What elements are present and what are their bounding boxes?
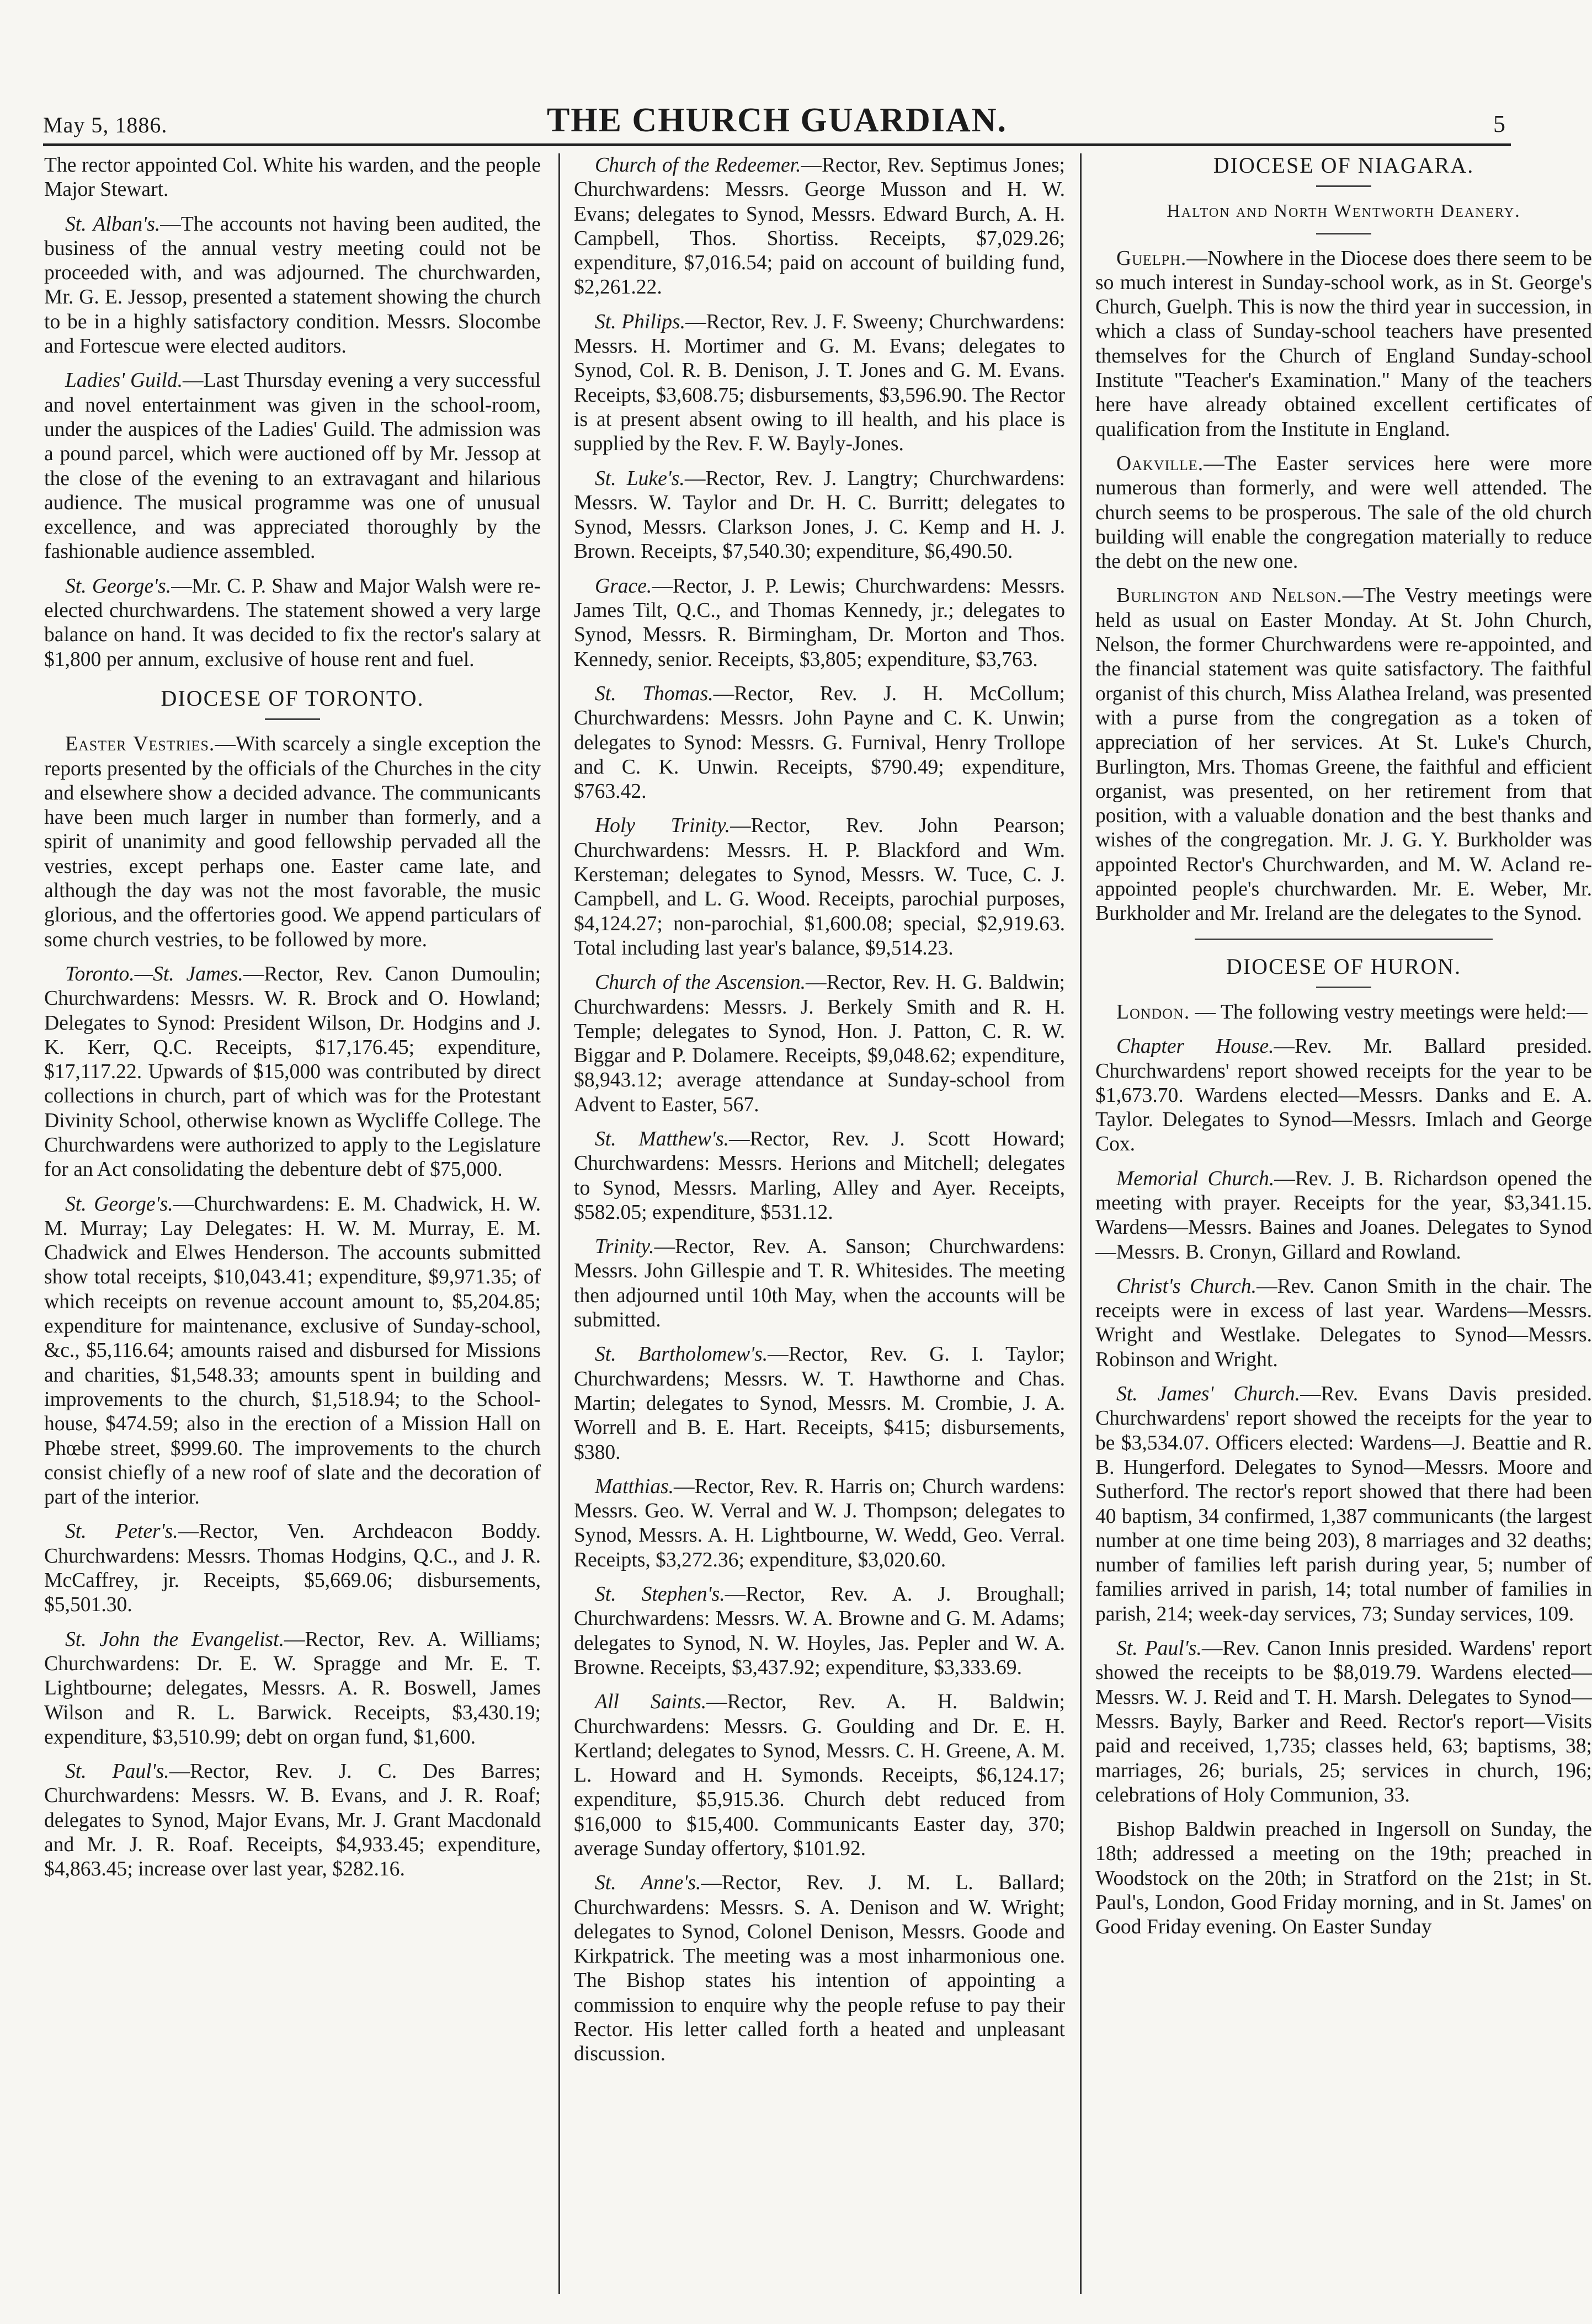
- paragraph-lead: Holy Trinity.: [595, 814, 731, 838]
- paragraph-lead: St. Paul's.: [65, 1760, 169, 1783]
- column-3: [1095, 153, 1592, 2294]
- paragraph-lead: Burlington and Nelson.: [1116, 584, 1343, 607]
- paragraph-lead: St. Anne's.: [595, 1872, 701, 1895]
- article-paragraph: Chapter House.—Rev. Mr. Ballard presided. Churchwardens' report showed receipts for the year to be $1,673.70. Wardens elected—Messrs. Danks and E. A. Taylor. Delegates to Synod—Messrs. Imlach and George Cox.: [1095, 1035, 1592, 1156]
- article-paragraph: St. Luke's.—Rector, Rev. J. Langtry; Churchwardens: Messrs. W. Taylor and Dr. H. C. Burritt; delegates to Synod, Messrs. Clarkson Jones, J. C. Kemp and H. J. Brown. Receipts, $7,540.30; expenditure, $6,490.50.: [574, 467, 1066, 563]
- paragraph-lead: London.: [1116, 1000, 1190, 1024]
- paragraph-lead: St. Alban's.: [65, 212, 161, 236]
- paragraph-lead: St. Philips.: [595, 310, 686, 333]
- article-paragraph: St. Philips.—Rector, Rev. J. F. Sweeny; Churchwardens: Messrs. H. Mortimer and G. M. Evans; delegates to Synod, Col. R. B. Denison, J. T. Jones and G. M. Evans. Receipts, $3,608.75; disbursements, $3,596.90. The Rector is at present absent owing to ill health, and his place is supplied by the Rev. F. W. Bayly-Jones.: [574, 310, 1065, 456]
- paragraph-lead: Church of the Ascension.: [595, 971, 806, 994]
- paragraph-lead: All Saints.: [595, 1691, 707, 1714]
- article-paragraph: Ladies' Guild.—Last Thursday evening a very successful and novel entertainment was given in the school-room, under the auspices of the Ladies' Guild. The admission was a pound parcel, which were auctioned off by Mr. Jessop at the close of the evening to an extravagant and hilarious audience. The musical programme was one of unusual excellence, and was appreciated thoroughly by the fashionable audience assembled.: [44, 369, 541, 563]
- paragraph-lead: Matthias.: [595, 1475, 674, 1498]
- heading-rule: [1316, 185, 1371, 187]
- paragraph-lead: St. James' Church.: [1116, 1383, 1301, 1406]
- article-paragraph: All Saints.—Rector, Rev. A. H. Baldwin; Churchwardens: Messrs. G. Goulding and Dr. E. H. Kertland; delegates to Synod, Messrs. C. H. Greene, A. M. L. Howard and H. Symonds. Receipts, $6,124.17; expenditure, $5,915.36. Church debt reduced from $16,000 to $15,400. Communicants Easter day, 370; average Sunday offertory, $101.92.: [574, 1691, 1066, 1860]
- article-paragraph: Church of the Ascension.—Rector, Rev. H. G. Baldwin; Churchwardens: Messrs. J. Berkely Smith and R. H. Temple; delegates to Synod, Hon. J. Patton, C. R. W. Biggar and P. Dolamere. Receipts, $9,048.62; expenditure, $8,943.12; average attendance at Sunday-school from Advent to Easter, 567.: [574, 971, 1065, 1116]
- article-paragraph: St. George's.—Mr. C. P. Shaw and Major Walsh were re-elected churchwardens. The statement showed a very large balance on hand. It was decided to fix the rector's salary at $1,800 per annum, exclusive of house rent and fuel.: [44, 574, 541, 671]
- article-paragraph: Grace.—Rector, J. P. Lewis; Churchwardens: Messrs. James Tilt, Q.C., and Thomas Kennedy, jr.; delegates to Synod, Messrs. R. Birmingham, Dr. Morton and Thos. Kennedy, senior. Receipts, $3,805; expenditure, $3,763.: [574, 574, 1065, 671]
- article-paragraph: London. — The following vestry meetings were held:—: [1116, 1000, 1588, 1024]
- paragraph-lead: Church of the Redeemer.: [595, 154, 801, 177]
- column-divider: [1080, 153, 1082, 2294]
- article-paragraph: Easter Vestries.—With scarcely a single exception the reports presented by the officials of the Churches in the city and elsewhere show a decided advance. The communicants have been much larger in number than formerly, and a spirit of unanimity and good fellowship pervaded all the vestries, except perhaps one. Easter came late, and although the day was not the most favorable, the music glorious, and the offertories good. We append particulars of some church vestries, to be followed by more.: [44, 733, 541, 951]
- paragraph-lead: Guelph.: [1116, 247, 1187, 270]
- newspaper-title: THE CHURCH GUARDIAN.: [547, 102, 1007, 139]
- paragraph-lead: St. Paul's.: [1116, 1637, 1202, 1660]
- article-paragraph: Memorial Church.—Rev. J. B. Richardson opened the meeting with prayer. Receipts for the year, $3,341.15. Wardens—Messrs. Baines and Joanes. Delegates to Synod—Messrs. B. Cronyn, Gillard and Rowland.: [1095, 1167, 1592, 1264]
- article-paragraph: Holy Trinity.—Rector, Rev. John Pearson; Churchwardens: Messrs. H. P. Blackford and Wm. Kersteman; delegates to Synod, Messrs. W. Tuce, C. J. Campbell, and L. G. Wood. Receipts, parochial purposes, $4,124.27; non-parochial, $1,600.08; special, $2,919.63. Total including last year's balance, $9,514.23.: [574, 814, 1065, 960]
- issue-date: May 5, 1886.: [43, 113, 168, 137]
- article-paragraph: Christ's Church.—Rev. Canon Smith in the chair. The receipts were in excess of last year. Wardens—Messrs. Wright and Westlake. Delegates to Synod—Messrs. Robinson and Wright.: [1095, 1275, 1592, 1371]
- paragraph-lead: St. Bartholomew's.: [595, 1343, 768, 1366]
- article-paragraph: Burlington and Nelson.—The Vestry meetings were held as usual on Easter Monday. At St. John Church, Nelson, the former Churchwardens were re-appointed, and the financial statement was quite satisfactory. The faithful organist of this church, Miss Alathea Ireland, was presented with a purse from the congregation as a token of appreciation of her services. At St. Luke's Church, Burlington, Mrs. Thomas Greene, the faithful and efficient organist, was presented, on her retirement from that position, with a valuable donation and the best thanks and wishes of the congregation. Mr. J. G. Y. Burkholder was appointed Rector's Churchwarden, and M. W. Acland re-appointed people's churchwarden. Mr. E. Weber, Mr. Burkholder and Mr. Ireland are the delegates to the Synod.: [1095, 584, 1592, 925]
- column-divider: [558, 153, 560, 2294]
- paragraph-lead: Trinity.: [595, 1235, 654, 1259]
- column-1: [44, 153, 541, 2294]
- article-paragraph: Bishop Baldwin preached in Ingersoll on Sunday, the 18th; addressed a meeting on the 19th; preached in Woodstock on the 20th; in Stratford on the 21st; in St. Paul's, London, Good Friday morning, and in St. James' on Good Friday evening. On Easter Sunday: [1095, 1818, 1592, 1939]
- paragraph-lead: St. Peter's.: [65, 1520, 178, 1543]
- article-paragraph: Trinity.—Rector, Rev. A. Sanson; Churchwardens: Messrs. John Gillespie and T. R. Whitesides. The meeting then adjourned until 10th May, when the accounts will be submitted.: [574, 1235, 1065, 1332]
- article-paragraph: St. Thomas.—Rector, Rev. J. H. McCollum; Churchwardens: Messrs. John Payne and C. K. Unwin; delegates to Synod: Messrs. G. Furnival, Henry Trollope and C. K. Unwin. Receipts, $790.49; expenditure, $763.42.: [574, 682, 1065, 803]
- paragraph-lead: St. George's.: [65, 574, 172, 598]
- article-paragraph: St. James' Church.—Rev. Evans Davis presided. Churchwardens' report showed the receipts for the year to be $3,534.07. Officers elected: Wardens—J. Beattie and R. B. Hungerford. Delegates to Synod—Messrs. Moore and Sutherford. The rector's report showed that there had been 40 baptism, 34 confirmed, 1,387 communicants (the largest number at one time being 203), 8 marriages and 32 deaths; number of families left parish during year, 5; number of families arrived in parish, 14; total number of families in parish, 214; week-day services, 73; Sunday services, 109.: [1095, 1383, 1592, 1625]
- paragraph-lead: Toronto.—St. James.: [65, 962, 243, 985]
- paragraph-lead: St. John the Evangelist.: [65, 1628, 284, 1651]
- article-paragraph: Oakville.—The Easter services here were more numerous than formerly, and were well attended. The church seems to be prosperous. The sale of the old church building will enable the congregation materially to reduce the debt on the new one.: [1095, 452, 1592, 573]
- paragraph-lead: Easter Vestries.: [65, 733, 215, 756]
- section-divider: [1195, 939, 1493, 940]
- paragraph-lead: St. Matthew's.: [595, 1127, 729, 1150]
- paragraph-lead: St. Thomas.: [595, 682, 714, 705]
- heading-rule: [1316, 987, 1371, 988]
- section-heading: DIOCESE OF HURON.: [1226, 953, 1462, 979]
- paragraph-lead: Oakville.: [1116, 452, 1204, 475]
- page-number: 5: [1493, 110, 1505, 137]
- article-paragraph: St. Paul's.—Rev. Canon Innis presided. Wardens' report showed the receipts to be $8,019.79. Wardens elected—Messrs. W. J. Reid and T. H. Marsh. Delegates to Synod—Messrs. Bayly, Barker and Reed. Rector's report—Visits paid and received, 1,735; classes held, 63; baptisms, 38; marriages, 26; burials, 25; services in church, 196; celebrations of Holy Communion, 33.: [1095, 1637, 1592, 1806]
- paragraph-lead: St. Luke's.: [595, 467, 685, 490]
- paragraph-lead: St. George's.: [65, 1192, 173, 1216]
- column-2: [574, 153, 1065, 2294]
- article-paragraph: St. Alban's.—The accounts not having been audited, the business of the annual vestry meeting could not be proceeded with, and was adjourned. The churchwarden, Mr. G. E. Jessop, presented a statement showing the church to be in a highly satisfactory condition. Messrs. Slocombe and Fortescue were elected auditors.: [44, 212, 541, 358]
- article-paragraph: Toronto.—St. James.—Rector, Rev. Canon Dumoulin; Churchwardens: Messrs. W. R. Brock and O. Howland; Delegates to Synod: President Wilson, Dr. Hodgins and J. K. Kerr, Q.C. Receipts, $17,176.45; expenditure, $17,117.22. Upwards of $15,000 was contributed by direct collections in church, part of which was for the Protestant Divinity School, otherwise known as Wycliffe College. The Churchwardens were authorized to apply to the Legislature for an Act consolidating the debenture debt of $75,000.: [44, 962, 541, 1181]
- paragraph-lead: Chapter House.: [1116, 1035, 1274, 1058]
- article-paragraph: The rector appointed Col. White his warden, and the people Major Stewart.: [44, 154, 541, 201]
- masthead: [43, 83, 1511, 146]
- article-paragraph: St. Anne's.—Rector, Rev. J. M. L. Ballard; Churchwardens: Messrs. S. A. Denison and W. Wright; delegates to Synod, Colonel Denison, Messrs. Goode and Kirkpatrick. The meeting was a most inharmonious one. The Bishop states his intention of appointing a commission to enquire why the people refuse to pay their Rector. His letter called forth a heated and unpleasant discussion.: [574, 1872, 1065, 2066]
- paragraph-lead: St. Stephen's.: [595, 1583, 725, 1606]
- article-paragraph: St. Bartholomew's.—Rector, Rev. G. I. Taylor; Churchwardens; Messrs. W. T. Hawthorne and Chas. Martin; delegates to Synod, Messrs. M. Crombie, J. A. Worrell and B. E. Hart. Receipts, $415; disbursements, $380.: [574, 1343, 1065, 1464]
- article-paragraph: St. Matthew's.—Rector, Rev. J. Scott Howard; Churchwardens: Messrs. Herions and Mitchell; delegates to Synod, Messrs. Marling, Alley and Ayer. Receipts, $582.05; expenditure, $531.12.: [574, 1127, 1065, 1224]
- paragraph-lead: Christ's Church.: [1116, 1275, 1256, 1298]
- article-paragraph: Matthias.—Rector, Rev. R. Harris on; Church wardens: Messrs. Geo. W. Verral and W. J. Thompson; delegates to Synod, Messrs. A. H. Lightbourne, W. Wedd, Geo. Verral. Receipts, $3,272.36; expenditure, $3,020.60.: [574, 1475, 1065, 1571]
- article-paragraph: St. Paul's.—Rector, Rev. J. C. Des Barres; Churchwardens: Messrs. W. B. Evans, and J. R. Roaf; delegates to Synod, Major Evans, Mr. J. Grant Macdonald and Mr. J. R. Roaf. Receipts, $4,933.45; expenditure, $4,863.45; increase over last year, $282.16.: [44, 1760, 541, 1881]
- heading-rule: [265, 718, 320, 720]
- section-subheading: Halton and North Wentworth Deanery.: [1167, 201, 1521, 222]
- section-heading: DIOCESE OF NIAGARA.: [1213, 153, 1474, 178]
- paragraph-lead: Grace.: [595, 574, 652, 598]
- heading-rule: [1316, 233, 1371, 234]
- article-paragraph: St. George's.—Churchwardens: E. M. Chadwick, H. W. M. Murray; Lay Delegates: H. W. M. Murray, E. M. Chadwick and Elwes Henderson. The accounts submitted show total receipts, $10,043.41; expenditure, $9,971.35; of which receipts on revenue account amount to, $5,204.85; expenditure for maintenance, exclusive of Sunday-school, &c., $5,116.64; amounts raised and disbursed for Missions and charities, $1,548.33; amounts spent in building and improvements to the church, $1,518.94; to the School-house, $474.59; also in the erection of a Mission Hall on Phœbe street, $999.60. The improvements to the church consist chiefly of a new roof of slate and the decoration of part of the interior.: [44, 1192, 541, 1509]
- article-paragraph: St. Stephen's.—Rector, Rev. A. J. Broughall; Churchwardens: Messrs. W. A. Browne and G. M. Adams; delegates to Synod, N. W. Hoyles, Jas. Pepler and W. A. Browne. Receipts, $3,437.92; expenditure, $3,333.69.: [574, 1583, 1065, 1679]
- article-paragraph: Church of the Redeemer.—Rector, Rev. Septimus Jones; Churchwardens: Messrs. George Musson and H. W. Evans; delegates to Synod, Messrs. Edward Burch, A. H. Campbell, Thos. Shortiss. Receipts, $7,029.26; expenditure, $7,016.54; paid on account of building fund, $2,261.22.: [574, 154, 1065, 299]
- section-heading: DIOCESE OF TORONTO.: [161, 685, 424, 711]
- article-paragraph: St. Peter's.—Rector, Ven. Archdeacon Boddy. Churchwardens: Messrs. Thomas Hodgins, Q.C., and J. R. McCaffrey, jr. Receipts, $5,669.06; disbursements, $5,501.30.: [44, 1520, 541, 1617]
- paragraph-lead: Memorial Church.: [1116, 1167, 1275, 1190]
- article-paragraph: Guelph.—Nowhere in the Diocese does there seem to be so much interest in Sunday-school work, as in St. George's Church, Guelph. This is now the third year in succession, in which a class of Sunday-school teachers have presented themselves for the Church of England Sunday-school Institute "Teacher's Examination." Many of the teachers here have already obtained excellent certificates of qualification from the Institute in England.: [1095, 247, 1592, 441]
- article-paragraph: St. John the Evangelist.—Rector, Rev. A. Williams; Churchwardens: Dr. E. W. Spragge and Mr. E. T. Lightbourne; delegates, Messrs. A. R. Boswell, James Wilson and R. L. Barwick. Receipts, $3,430.19; expenditure, $3,510.99; debt on organ fund, $1,600.: [44, 1628, 541, 1749]
- paragraph-lead: Ladies' Guild.: [65, 369, 183, 392]
